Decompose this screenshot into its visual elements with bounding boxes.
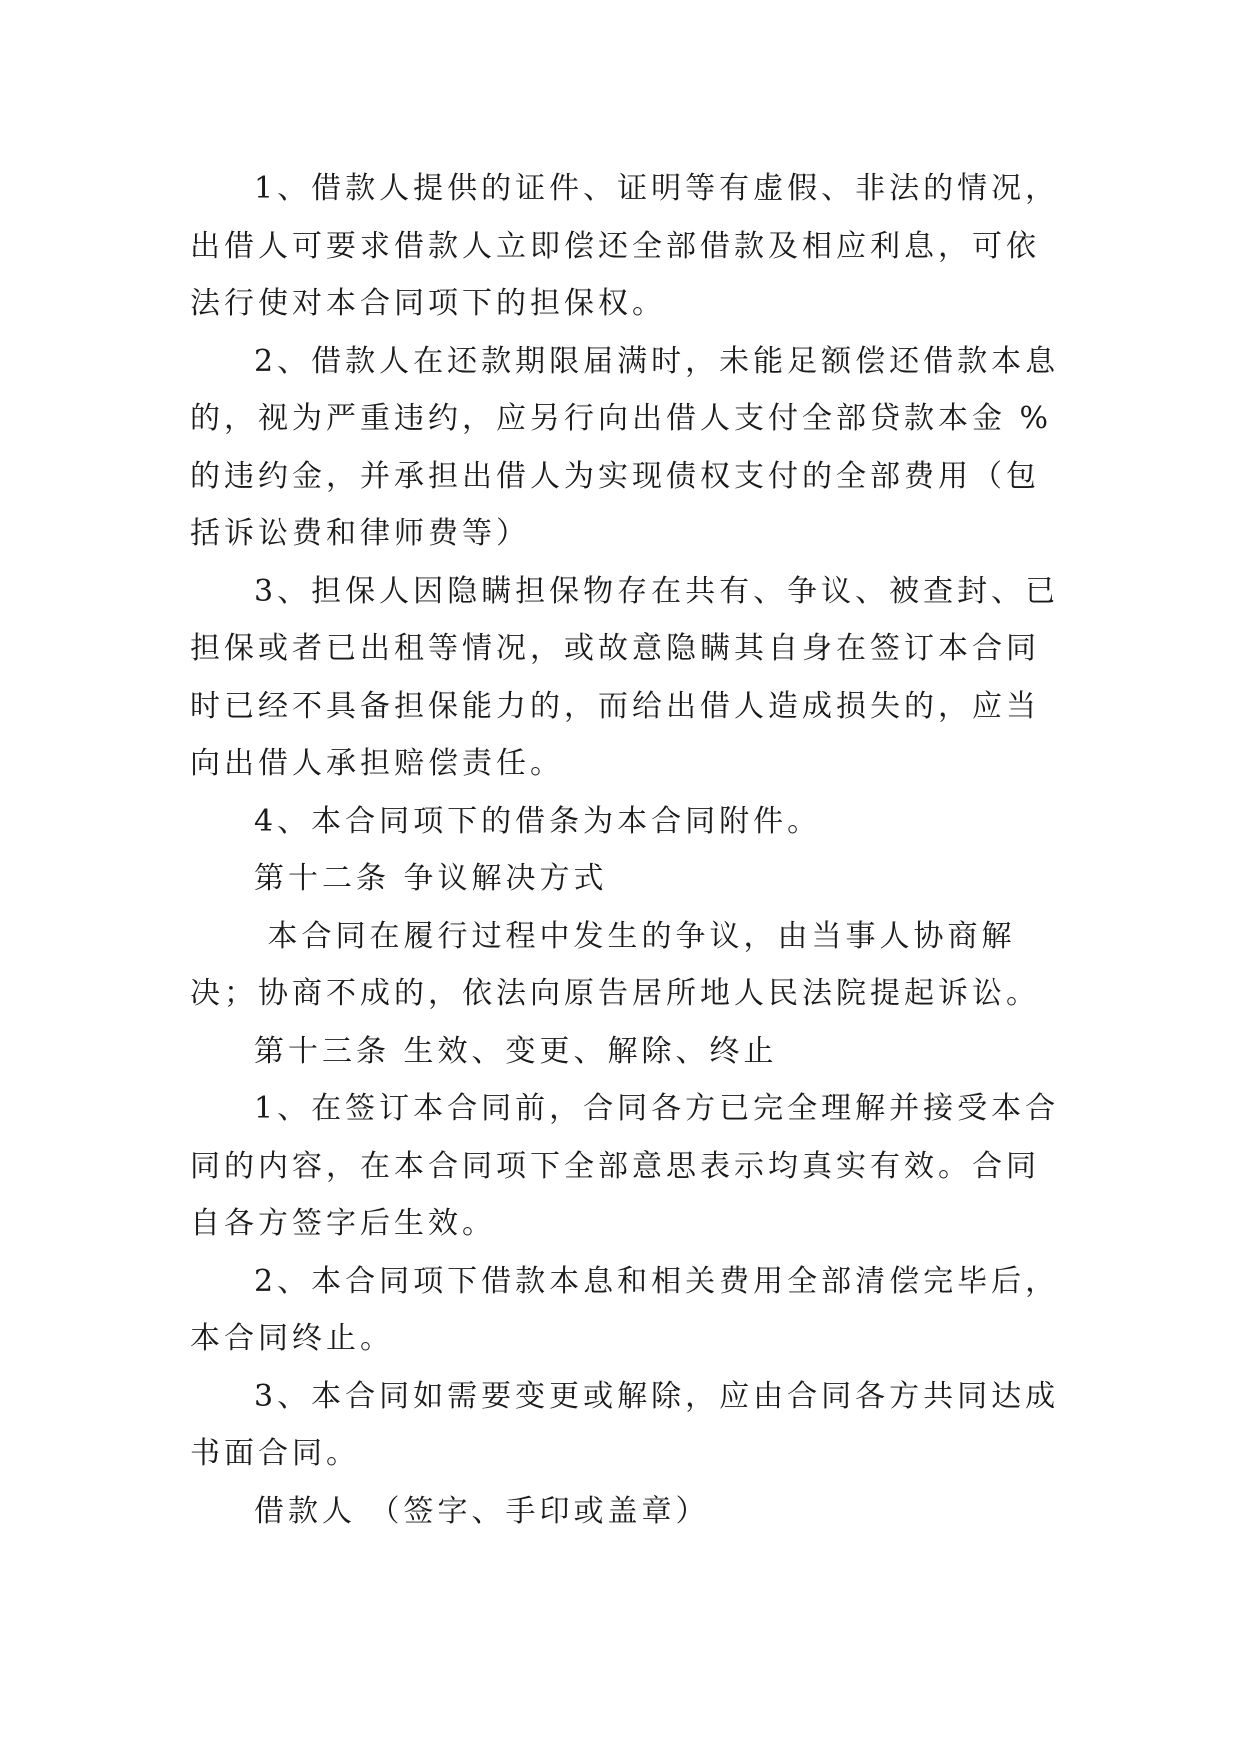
article-12-dispute-resolution: 本合同在履行过程中发生的争议，由当事人协商解决；协商不成的，依法向原告居所地人民法院提起诉讼。 (190, 918, 1040, 1011)
borrower-signature-line: 借款人 （签字、手印或盖章） (254, 1493, 710, 1529)
clause-3-guarantor-liability: 3、担保人因隐瞒担保物存在共有、争议、被查封、已担保或者已出租等情况，或故意隐瞒其自身在签订本合同时已经不具备担保能力的，而给出借人造成损失的，应当向出借人承担赔偿责任。 (190, 573, 1060, 781)
clause-2-default-penalty: 2、借款人在还款期限届满时，未能足额偿还借款本息的，视为严重违约，应另行向出借人支付全部贷款本金 %的违约金，并承担出借人为实现债权支付的全部费用（包括诉讼费和律师费等） (190, 343, 1060, 551)
article-13-clause-1-effectiveness: 1、在签订本合同前，合同各方已完全理解并接受本合同的内容，在本合同项下全部意思表示均真实有效。合同自各方签字后生效。 (190, 1091, 1060, 1241)
article-13-clause-3-amendment: 3、本合同如需要变更或解除，应由合同各方共同达成书面合同。 (190, 1378, 1060, 1471)
article-13-clause-2-termination: 2、本合同项下借款本息和相关费用全部清偿完毕后，本合同终止。 (190, 1263, 1060, 1356)
document-body (190, 160, 1060, 1540)
article-13-heading: 第十三条 生效、变更、解除、终止 (254, 1033, 778, 1069)
clause-4-attachment: 4、本合同项下的借条为本合同附件。 (254, 803, 822, 839)
clause-1-false-documents: 1、借款人提供的证件、证明等有虚假、非法的情况，出借人可要求借款人立即偿还全部借款及相应利息，可依法行使对本合同项下的担保权。 (190, 171, 1060, 321)
article-12-heading: 第十二条 争议解决方式 (254, 861, 608, 896)
